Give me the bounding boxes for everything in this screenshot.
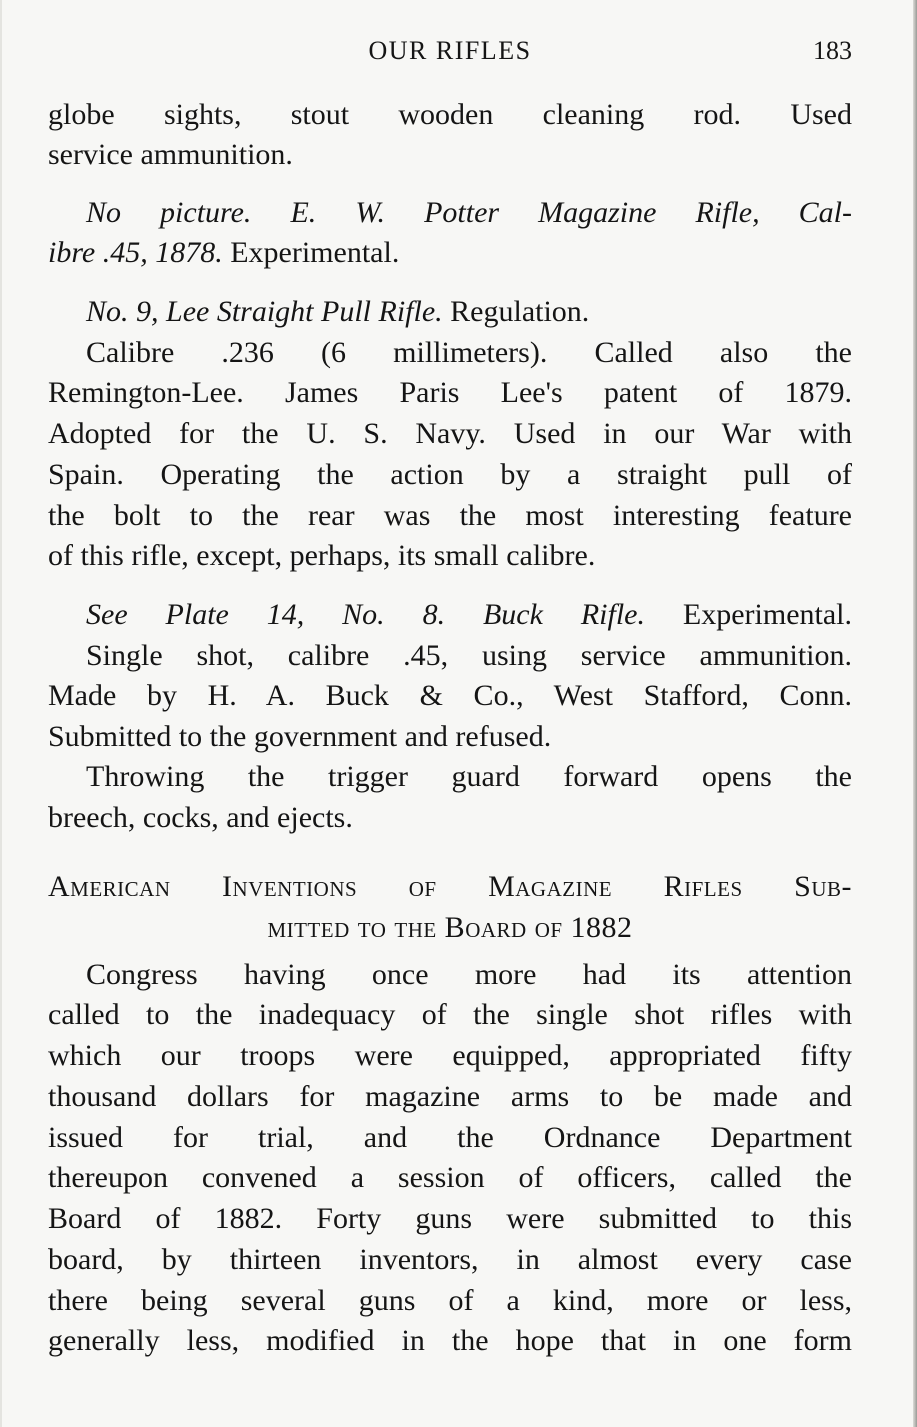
- text-line: Remington-Lee. James Paris Lee's patent of 1879.: [48, 376, 852, 409]
- text-line: Throwing the trigger guard forward opens the: [86, 760, 852, 793]
- text-line: Made by H. A. Buck & Co., West Stafford, Conn.: [48, 679, 852, 712]
- text-line: Congress having once more had its attention: [86, 958, 852, 991]
- text-line: Adopted for the U. S. Navy. Used in our War with: [48, 417, 852, 450]
- text-run: Regulation.: [442, 295, 590, 328]
- italic-title: See Plate 14, No. 8. Buck Rifle.: [86, 598, 645, 631]
- text-line: Calibre .236 (6 millimeters). Called also the: [86, 336, 852, 369]
- page-left-edge: [0, 0, 2, 1427]
- italic-title: ibre .45, 1878.: [48, 236, 223, 269]
- text-line: Submitted to the government and refused.: [48, 720, 552, 753]
- text-line: thousand dollars for magazine arms to be made and: [48, 1080, 852, 1113]
- text-line: of this rifle, except, perhaps, its small calibre.: [48, 539, 596, 572]
- page-right-edge: [913, 0, 917, 1427]
- page-number: 183: [813, 36, 852, 65]
- text-line: breech, cocks, and ejects.: [48, 801, 353, 834]
- text-line: thereupon convened a session of officers, called the: [48, 1161, 852, 1194]
- text-line: [86, 595, 852, 635]
- text-line: generally less, modified in the hope that in one form: [48, 1324, 852, 1357]
- text-line: service ammunition.: [48, 138, 293, 171]
- italic-title: No picture. E. W. Potter Magazine Rifle, Cal-: [86, 196, 852, 229]
- running-head: OUR RIFLES: [368, 36, 532, 65]
- text-line: there being several guns of a kind, more or less,: [48, 1284, 852, 1317]
- text-line: Single shot, calibre .45, using service ammunition.: [86, 639, 852, 672]
- text-line: which our troops were equipped, appropriated fifty: [48, 1039, 852, 1072]
- text-line: Board of 1882. Forty guns were submitted to this: [48, 1202, 852, 1235]
- text-line: [86, 193, 852, 233]
- page-header: [48, 36, 852, 70]
- text-run: Experimental.: [644, 598, 852, 631]
- italic-title: No. 9, Lee Straight Pull Rifle.: [86, 295, 443, 328]
- text-line: Spain. Operating the action by a straight pull of: [48, 458, 852, 491]
- text-line: globe sights, stout wooden cleaning rod. Used: [48, 98, 852, 131]
- text-line: issued for trial, and the Ordnance Department: [48, 1121, 852, 1154]
- section-heading: mitted to the Board of 1882: [267, 911, 633, 944]
- text-run: Experimental.: [222, 236, 400, 269]
- text-line: [86, 292, 852, 332]
- text-line: called to the inadequacy of the single shot rifles with: [48, 998, 852, 1031]
- text-line: [48, 233, 852, 273]
- section-heading: American Inventions of Magazine Rifles Sub-: [48, 870, 852, 903]
- text-line: board, by thirteen inventors, in almost every case: [48, 1243, 852, 1276]
- text-line: the bolt to the rear was the most interesting feature: [48, 499, 852, 532]
